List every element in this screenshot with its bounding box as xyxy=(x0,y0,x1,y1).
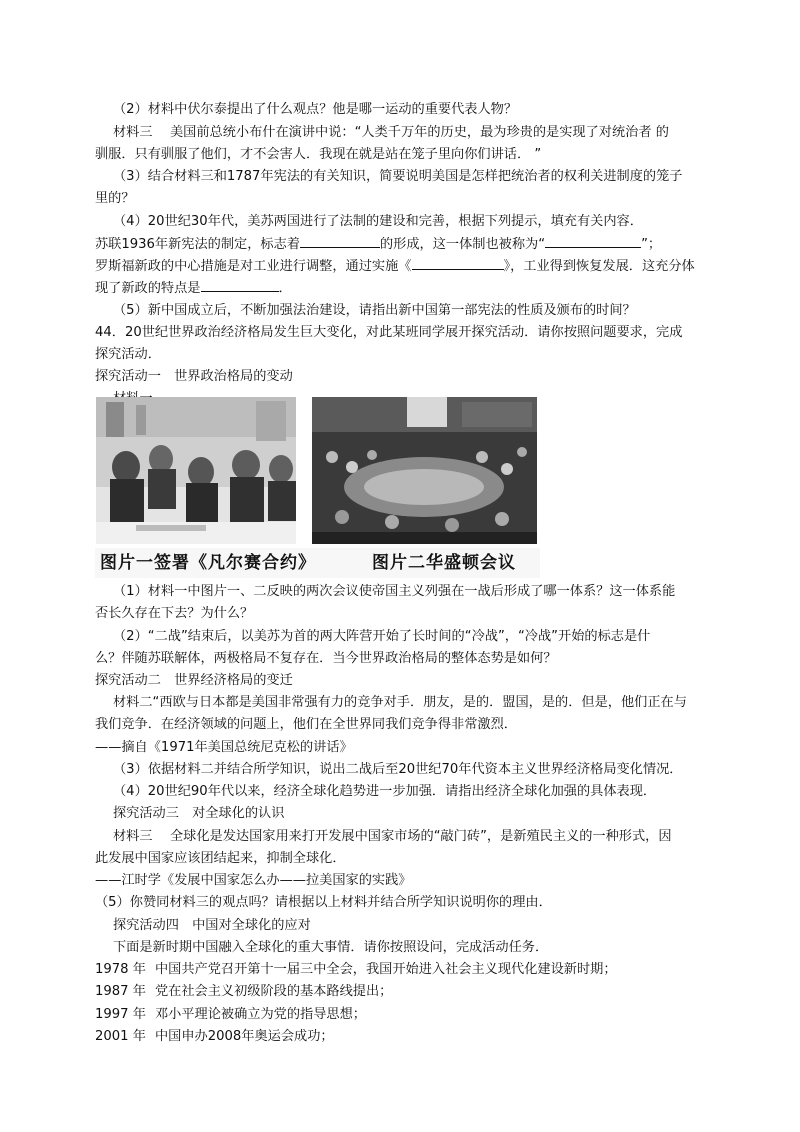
activity-2-question-4: （4）20世纪90年代以来，经济全球化趋势进一步加强．请指出经济全球化加强的具体表现． xyxy=(113,784,657,799)
activity-2-question-3: （3）依据材料二并结合所学知识，说出二战后至20世纪70年代资本主义世界经济格局变化情况． xyxy=(113,762,683,777)
material-2-line-2: 我们竞争．在经济领域的问题上，他们在全世界同我们竞争得非常激烈． xyxy=(95,717,517,732)
event-row xyxy=(95,1028,334,1046)
material-2-line-1: 材料二“西欧与日本都是美国非常强有力的竞争对手．朋友，是的．盟国，是的．但是，他们正在与 xyxy=(113,695,687,710)
activity-2-title: 探究活动二 世界经济格局的变迁 xyxy=(95,673,293,688)
photo-caption-2: 图片二华盛顿会议 xyxy=(372,553,516,573)
event-text: 党在社会主义初级阶段的基本路线提出； xyxy=(155,984,393,999)
question-4-line-2-text-a: 苏联1936年新宪法的制定，标志着 xyxy=(95,237,300,252)
photo-washington-conference xyxy=(312,397,537,544)
question-3-line-1: （3）结合材料三和1787年宪法的有关知识，简要说明美国是怎样把统治者的权利关进制度的笼子 xyxy=(113,169,683,184)
question-4-line-2-text-b: 的形成，这一体制也被称为“ xyxy=(380,237,546,252)
fill-blank-1[interactable] xyxy=(300,235,380,248)
event-text: 中国共产党召开第十一届三中全会，我国开始进入社会主义现代化建设新时期； xyxy=(155,962,617,977)
question-4-line-3-text-a: 罗斯福新政的中心措施是对工业进行调整，通过实施《 xyxy=(95,259,412,274)
activity-4-title: 探究活动四 中国对全球化的应对 xyxy=(113,918,311,933)
event-year: 1987 年 xyxy=(95,984,146,999)
question-44-line-1: 44．20世纪世界政治经济格局发生巨大变化，对此某班同学展开探究活动．请你按照问题要求，完成 xyxy=(95,325,683,340)
event-text: 邓小平理论被确立为党的指导思想； xyxy=(155,1007,366,1022)
event-year: 1978 年 xyxy=(95,962,146,977)
material-3b-line-1: 材料三 全球化是发达国家用来打开发展中国家市场的“敲门砖”，是新殖民主义的一种形式，因 xyxy=(113,829,672,844)
photo-caption-1: 图片一签署《凡尔赛合约》 xyxy=(100,553,316,573)
event-row xyxy=(95,1006,366,1024)
question-4-line-1: （4）20世纪30年代，美苏两国进行了法制的建设和完善，根据下列提示，填充有关内容． xyxy=(113,214,643,229)
photo-treaty-of-versailles xyxy=(96,397,296,544)
material-3-line-1: 材料三 美国前总统小布什在演讲中说：“人类千万年的历史，最为珍贵的是实现了对统治者 的 xyxy=(113,125,669,140)
activity-3-question-5: （5）你赞同材料三的观点吗？请根据以上材料并结合所学知识说明你的理由． xyxy=(95,895,552,910)
event-row xyxy=(95,961,617,979)
material-3b-source: ——江时学《发展中国家怎么办——拉美国家的实践》 xyxy=(95,873,412,888)
fill-blank-3[interactable] xyxy=(412,257,504,270)
question-4-line-4-text-b: ． xyxy=(278,281,292,296)
question-3-line-2: 里的？ xyxy=(95,191,135,206)
event-row xyxy=(95,983,392,1001)
event-year: 1997 年 xyxy=(95,1007,146,1022)
material-2-source: ——摘自《1971年美国总统尼克松的讲话》 xyxy=(95,740,353,755)
fill-blank-2[interactable] xyxy=(545,235,641,248)
activity-3-title: 探究活动三 对全球化的认识 xyxy=(113,806,285,821)
activity-1-question-2-line-2: 么？伴随苏联解体，两极格局不复存在．当今世界政治格局的整体态势是如何？ xyxy=(95,651,557,666)
activity-1-title: 探究活动一 世界政治格局的变动 xyxy=(95,369,293,384)
fill-blank-4[interactable] xyxy=(201,279,279,292)
question-4-line-2 xyxy=(95,235,661,254)
material-3-line-2: 驯服．只有驯服了他们，才不会害人．我现在就是站在笼子里向你们讲话． ” xyxy=(95,147,542,162)
question-4-line-4 xyxy=(95,279,292,298)
question-4-line-2-text-c: ”； xyxy=(641,237,662,252)
question-4-line-3 xyxy=(95,257,695,276)
question-2: （2）材料中伏尔泰提出了什么观点？他是哪一运动的重要代表人物？ xyxy=(113,102,518,117)
event-text: 中国申办2008年奥运会成功； xyxy=(155,1029,334,1044)
question-4-line-4-text-a: 现了新政的特点是 xyxy=(95,281,201,296)
question-5: （5）新中国成立后，不断加强法治建设，请指出新中国第一部宪法的性质及颁布的时间？ xyxy=(113,303,636,318)
question-44-line-2: 探究活动． xyxy=(95,347,161,362)
activity-1-question-1-line-2: 否长久存在下去？为什么？ xyxy=(95,606,254,621)
activity-1-question-2-line-1: （2）“二战”结束后，以美苏为首的两大阵营开始了长时间的“冷战”，“冷战”开始的标志是什 xyxy=(113,629,651,644)
event-year: 2001 年 xyxy=(95,1029,146,1044)
question-4-line-3-text-b: 》，工业得到恢复发展．这充分体 xyxy=(503,259,695,274)
activity-4-intro: 下面是新时期中国融入全球化的重大事情．请你按照设问，完成活动任务． xyxy=(113,940,549,955)
material-3b-line-2: 此发展中国家应该团结起来，抑制全球化． xyxy=(95,851,346,866)
activity-1-question-1-line-1: （1）材料一中图片一、二反映的两次会议使帝国主义列强在一战后形成了哪一体系？这一体系能 xyxy=(113,584,676,599)
